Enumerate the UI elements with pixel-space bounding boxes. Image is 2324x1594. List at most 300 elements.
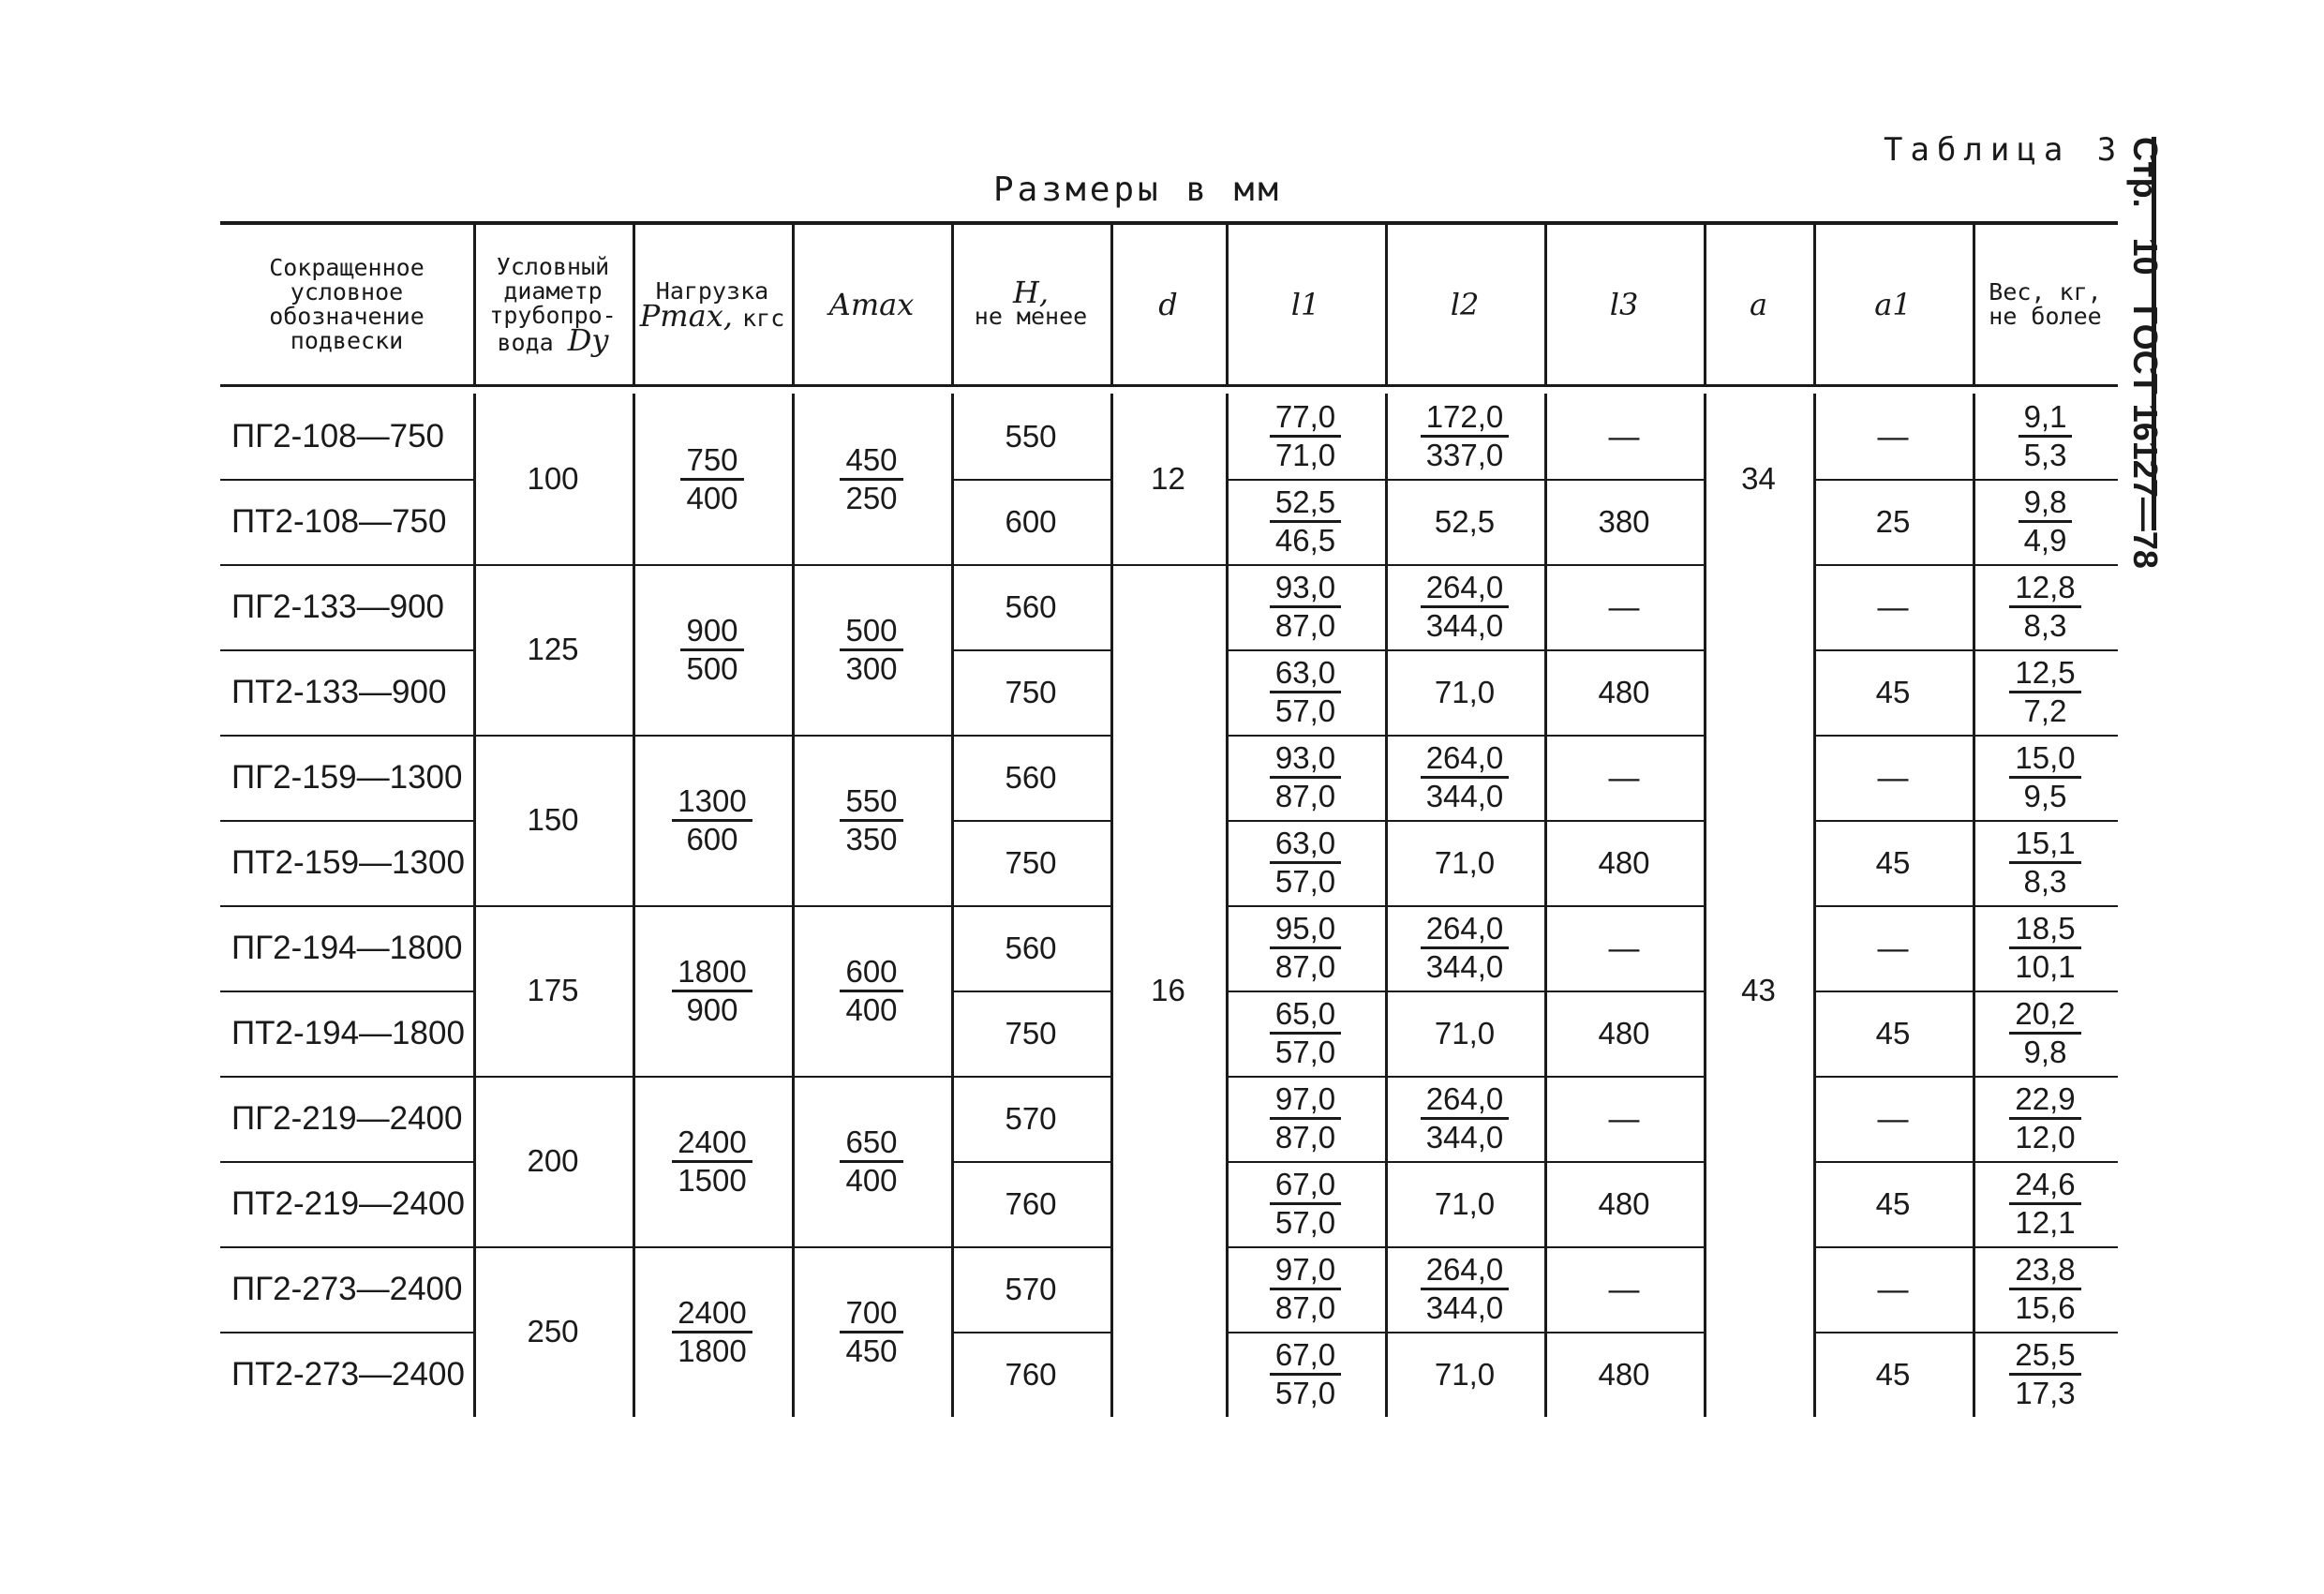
amax-fraction-denominator: 400 bbox=[845, 991, 898, 1027]
header-dn-text: Условный диаметр трубопро-вода bbox=[489, 252, 617, 356]
header-d bbox=[1110, 225, 1226, 384]
amax-fraction bbox=[840, 613, 902, 687]
nominal-diameter-cell bbox=[473, 394, 633, 564]
weight-fraction bbox=[2009, 1167, 2080, 1241]
l1-fraction-numerator: 93,0 bbox=[1270, 740, 1341, 779]
height-cell bbox=[951, 1246, 1110, 1332]
designation-cell bbox=[220, 564, 473, 649]
d-group-divider bbox=[1110, 564, 1226, 566]
weight-cell bbox=[1973, 394, 2118, 479]
body-column-divider bbox=[1813, 394, 1816, 1417]
load-cell bbox=[633, 1246, 792, 1417]
load-fraction bbox=[672, 954, 752, 1028]
l3-value: — bbox=[1608, 930, 1640, 965]
l2-fraction-numerator: 264,0 bbox=[1421, 911, 1510, 949]
l2-cell bbox=[1385, 905, 1544, 991]
amax-fraction bbox=[840, 1125, 902, 1199]
height-cell bbox=[951, 649, 1110, 735]
header-column-divider bbox=[1110, 225, 1113, 384]
l2-fraction-denominator: 344,0 bbox=[1425, 949, 1504, 984]
weight-fraction-numerator: 15,1 bbox=[2009, 826, 2080, 864]
l2-value: 71,0 bbox=[1434, 1015, 1496, 1050]
l3-cell bbox=[1544, 820, 1704, 905]
l1-fraction bbox=[1270, 1167, 1341, 1241]
designation-cell bbox=[220, 394, 473, 479]
a-value-rest: 43 bbox=[1741, 973, 1776, 1007]
l3-cell bbox=[1544, 564, 1704, 649]
page-label: Стр. bbox=[2126, 137, 2165, 208]
designation-text: ПТ2-133—900 bbox=[231, 673, 447, 710]
d-value-first: 12 bbox=[1151, 461, 1185, 496]
header-l2 bbox=[1385, 225, 1544, 384]
header-load-line bbox=[639, 297, 785, 334]
designation-cell bbox=[220, 991, 473, 1076]
l1-fraction bbox=[1270, 570, 1341, 644]
body-column-divider bbox=[951, 394, 954, 1417]
height-cell bbox=[951, 479, 1110, 564]
amax-fraction bbox=[840, 783, 902, 857]
l2-fraction-denominator: 337,0 bbox=[1425, 438, 1504, 472]
load-cell bbox=[633, 735, 792, 905]
amax-fraction-denominator: 450 bbox=[845, 1333, 898, 1368]
nominal-diameter-cell bbox=[473, 1076, 633, 1246]
l1-fraction-denominator: 71,0 bbox=[1274, 438, 1336, 472]
l1-fraction-denominator: 87,0 bbox=[1274, 1290, 1336, 1325]
l1-fraction-denominator: 87,0 bbox=[1274, 608, 1336, 643]
height-value: 560 bbox=[1005, 759, 1057, 795]
a1-cell bbox=[1813, 991, 1973, 1076]
height-cell bbox=[951, 1161, 1110, 1246]
height-value: 570 bbox=[1005, 1100, 1057, 1136]
l1-cell bbox=[1226, 479, 1385, 564]
header-designation bbox=[220, 225, 473, 384]
load-fraction-denominator: 1800 bbox=[678, 1333, 747, 1368]
load-cell bbox=[633, 1076, 792, 1246]
load-fraction-numerator: 2400 bbox=[672, 1125, 752, 1163]
weight-fraction-denominator: 5,3 bbox=[2023, 438, 2067, 472]
load-fraction bbox=[672, 1295, 752, 1369]
a-cell-rest bbox=[1704, 564, 1813, 1417]
a1-cell bbox=[1813, 1246, 1973, 1332]
l2-cell bbox=[1385, 1076, 1544, 1161]
amax-fraction-denominator: 350 bbox=[845, 821, 898, 857]
weight-fraction bbox=[2009, 1337, 2080, 1411]
page-number: 10 bbox=[2126, 237, 2165, 276]
designation-text: ПТ2-108—750 bbox=[231, 502, 447, 540]
weight-cell bbox=[1973, 1076, 2118, 1161]
amax-cell bbox=[792, 735, 951, 905]
weight-fraction bbox=[2019, 399, 2073, 473]
weight-fraction-denominator: 8,3 bbox=[2023, 864, 2067, 899]
l3-value: 380 bbox=[1598, 503, 1650, 539]
amax-fraction-numerator: 550 bbox=[840, 783, 902, 822]
weight-fraction-numerator: 9,8 bbox=[2019, 484, 2073, 523]
header-d-symbol: d bbox=[1158, 287, 1178, 322]
designation-text: ПГ2-159—1300 bbox=[231, 758, 463, 796]
designation-cell bbox=[220, 1332, 473, 1417]
body-column-divider bbox=[1226, 394, 1229, 1417]
header-l3-symbol: l3 bbox=[1609, 287, 1639, 322]
weight-fraction bbox=[2009, 911, 2080, 985]
height-value: 550 bbox=[1005, 418, 1057, 454]
a1-cell bbox=[1813, 479, 1973, 564]
l1-fraction-numerator: 63,0 bbox=[1270, 655, 1341, 693]
weight-fraction-numerator: 23,8 bbox=[2009, 1252, 2080, 1290]
load-fraction-denominator: 600 bbox=[686, 821, 738, 857]
nominal-diameter-value: 175 bbox=[527, 973, 579, 1007]
height-value: 750 bbox=[1005, 1015, 1057, 1050]
amax-cell bbox=[792, 394, 951, 564]
designation-text: ПТ2-273—2400 bbox=[231, 1355, 465, 1393]
load-fraction-denominator: 500 bbox=[686, 650, 738, 686]
height-cell bbox=[951, 1332, 1110, 1417]
weight-fraction-numerator: 12,8 bbox=[2009, 570, 2080, 608]
amax-fraction bbox=[840, 954, 902, 1028]
weight-cell bbox=[1973, 735, 2118, 820]
l3-cell bbox=[1544, 1076, 1704, 1161]
amax-cell bbox=[792, 1076, 951, 1246]
l1-fraction-numerator: 67,0 bbox=[1270, 1167, 1341, 1205]
header-a-symbol: a bbox=[1749, 287, 1768, 322]
header-load-unit: кгс bbox=[742, 304, 785, 332]
l1-fraction-denominator: 87,0 bbox=[1274, 1120, 1336, 1155]
a1-cell bbox=[1813, 649, 1973, 735]
l1-fraction-numerator: 95,0 bbox=[1270, 911, 1341, 949]
l3-cell bbox=[1544, 649, 1704, 735]
l2-value: 52,5 bbox=[1434, 503, 1496, 539]
body-column-divider bbox=[1385, 394, 1388, 1417]
a1-cell bbox=[1813, 820, 1973, 905]
l1-fraction bbox=[1270, 484, 1341, 559]
l3-cell bbox=[1544, 479, 1704, 564]
weight-cell bbox=[1973, 820, 2118, 905]
load-fraction-denominator: 400 bbox=[686, 480, 738, 515]
l3-value: 480 bbox=[1598, 1185, 1650, 1221]
amax-fraction bbox=[840, 442, 902, 516]
designation-text: ПТ2-159—1300 bbox=[231, 843, 465, 881]
l2-value: 71,0 bbox=[1434, 674, 1496, 709]
body-column-divider bbox=[1704, 394, 1706, 1417]
l2-cell bbox=[1385, 820, 1544, 905]
header-load-symbol: Pmax, bbox=[639, 297, 743, 334]
nominal-diameter-cell bbox=[473, 735, 633, 905]
l3-value: 480 bbox=[1598, 1015, 1650, 1050]
units-caption: Размеры в мм bbox=[993, 171, 1283, 209]
l1-fraction-denominator: 57,0 bbox=[1274, 864, 1336, 899]
nominal-diameter-value: 150 bbox=[527, 802, 579, 837]
d-cell-first bbox=[1110, 394, 1226, 564]
l1-cell bbox=[1226, 649, 1385, 735]
amax-fraction-denominator: 300 bbox=[845, 650, 898, 686]
l2-fraction-numerator: 172,0 bbox=[1421, 399, 1510, 438]
l1-cell bbox=[1226, 1161, 1385, 1246]
l3-value: — bbox=[1608, 1100, 1640, 1136]
header-h-wrap bbox=[974, 275, 1088, 330]
a-value-first: 34 bbox=[1741, 461, 1776, 496]
designation-cell bbox=[220, 820, 473, 905]
a1-value: 45 bbox=[1875, 844, 1911, 880]
a1-value: 25 bbox=[1875, 503, 1911, 539]
l2-cell bbox=[1385, 1332, 1544, 1417]
a1-value: 45 bbox=[1875, 674, 1911, 709]
l1-fraction-numerator: 97,0 bbox=[1270, 1081, 1341, 1120]
load-fraction bbox=[680, 613, 743, 687]
l1-cell bbox=[1226, 1246, 1385, 1332]
load-fraction-numerator: 1800 bbox=[672, 954, 752, 992]
nominal-diameter-value: 125 bbox=[527, 632, 579, 666]
l1-fraction-numerator: 97,0 bbox=[1270, 1252, 1341, 1290]
l1-fraction bbox=[1270, 996, 1341, 1070]
l3-value: — bbox=[1608, 588, 1640, 624]
height-value: 750 bbox=[1005, 674, 1057, 709]
weight-fraction-denominator: 9,8 bbox=[2023, 1035, 2067, 1069]
l1-cell bbox=[1226, 820, 1385, 905]
designation-cell bbox=[220, 1246, 473, 1332]
designation-text: ПТ2-194—1800 bbox=[231, 1014, 465, 1051]
l2-cell bbox=[1385, 649, 1544, 735]
header-load-text: Нагрузка bbox=[655, 276, 769, 305]
designation-text: ПГ2-133—900 bbox=[231, 588, 445, 625]
header-designation-text: Сокращенное условное обозначение подвески bbox=[269, 254, 425, 354]
l1-cell bbox=[1226, 1076, 1385, 1161]
l3-value: 480 bbox=[1598, 674, 1650, 709]
l2-fraction-numerator: 264,0 bbox=[1421, 1081, 1510, 1120]
header-load-wrap bbox=[639, 276, 785, 334]
header-a bbox=[1704, 225, 1813, 384]
header-column-divider bbox=[1813, 225, 1816, 384]
weight-cell bbox=[1973, 564, 2118, 649]
header-amax bbox=[792, 225, 951, 384]
l2-fraction-numerator: 264,0 bbox=[1421, 740, 1510, 779]
header-l3 bbox=[1544, 225, 1704, 384]
height-value: 750 bbox=[1005, 844, 1057, 880]
running-header bbox=[2126, 137, 2202, 569]
amax-fraction-denominator: 250 bbox=[845, 480, 898, 515]
l1-fraction bbox=[1270, 1252, 1341, 1326]
designation-text: ПГ2-194—1800 bbox=[231, 929, 463, 966]
l2-fraction bbox=[1421, 570, 1510, 644]
weight-fraction bbox=[2019, 484, 2073, 559]
weight-fraction-denominator: 15,6 bbox=[2015, 1290, 2076, 1325]
l1-fraction-denominator: 87,0 bbox=[1274, 779, 1336, 813]
header-column-divider bbox=[1385, 225, 1388, 384]
d-value-rest: 16 bbox=[1151, 973, 1185, 1007]
l1-fraction-numerator: 77,0 bbox=[1270, 399, 1341, 438]
a1-value: 45 bbox=[1875, 1356, 1911, 1392]
weight-fraction bbox=[2009, 996, 2080, 1070]
nominal-diameter-cell bbox=[473, 1246, 633, 1417]
l2-value: 71,0 bbox=[1434, 1185, 1496, 1221]
a1-cell bbox=[1813, 905, 1973, 991]
load-fraction-denominator: 1500 bbox=[678, 1162, 747, 1198]
l2-cell bbox=[1385, 1161, 1544, 1246]
l1-fraction-numerator: 67,0 bbox=[1270, 1337, 1341, 1376]
load-fraction-numerator: 900 bbox=[680, 613, 743, 651]
weight-cell bbox=[1973, 1161, 2118, 1246]
load-cell bbox=[633, 905, 792, 1076]
l2-fraction-denominator: 344,0 bbox=[1425, 779, 1504, 813]
l3-cell bbox=[1544, 735, 1704, 820]
weight-fraction bbox=[2009, 740, 2080, 814]
header-column-divider bbox=[473, 225, 476, 384]
height-cell bbox=[951, 1076, 1110, 1161]
header-dn-wrap bbox=[473, 252, 633, 358]
header-nominal-diameter bbox=[473, 225, 633, 384]
load-cell bbox=[633, 394, 792, 564]
l2-fraction bbox=[1421, 1081, 1510, 1155]
weight-fraction-numerator: 20,2 bbox=[2009, 996, 2080, 1035]
weight-fraction-numerator: 25,5 bbox=[2009, 1337, 2080, 1376]
a1-value: 45 bbox=[1875, 1185, 1911, 1221]
l1-fraction bbox=[1270, 1081, 1341, 1155]
l3-value: — bbox=[1608, 759, 1640, 795]
amax-fraction bbox=[840, 1295, 902, 1369]
l1-cell bbox=[1226, 394, 1385, 479]
height-cell bbox=[951, 394, 1110, 479]
weight-fraction bbox=[2009, 570, 2080, 644]
header-column-divider bbox=[1704, 225, 1706, 384]
height-cell bbox=[951, 564, 1110, 649]
l3-cell bbox=[1544, 991, 1704, 1076]
l1-fraction-denominator: 57,0 bbox=[1274, 1376, 1336, 1410]
load-fraction-numerator: 750 bbox=[680, 442, 743, 481]
l3-value: 480 bbox=[1598, 1356, 1650, 1392]
height-value: 760 bbox=[1005, 1356, 1057, 1392]
weight-fraction bbox=[2009, 826, 2080, 900]
nominal-diameter-cell bbox=[473, 905, 633, 1076]
designation-cell bbox=[220, 1076, 473, 1161]
designation-text: ПТ2-219—2400 bbox=[231, 1184, 465, 1222]
height-value: 570 bbox=[1005, 1271, 1057, 1306]
amax-fraction-denominator: 400 bbox=[845, 1162, 898, 1198]
l1-cell bbox=[1226, 735, 1385, 820]
load-fraction-numerator: 2400 bbox=[672, 1295, 752, 1333]
height-value: 560 bbox=[1005, 930, 1057, 965]
a1-value: — bbox=[1877, 1100, 1909, 1136]
header-column-divider bbox=[792, 225, 795, 384]
weight-cell bbox=[1973, 905, 2118, 991]
weight-fraction-denominator: 4,9 bbox=[2023, 523, 2067, 558]
weight-fraction-denominator: 17,3 bbox=[2015, 1376, 2076, 1410]
amax-fraction-numerator: 500 bbox=[840, 613, 902, 651]
header-amax-symbol: Amax bbox=[828, 287, 915, 322]
header-column-divider bbox=[633, 225, 635, 384]
weight-cell bbox=[1973, 479, 2118, 564]
header-weight-text: Вес, кг, не более bbox=[1989, 278, 2102, 330]
weight-fraction-denominator: 7,2 bbox=[2023, 693, 2067, 728]
body-column-divider bbox=[1110, 394, 1113, 1417]
l2-cell bbox=[1385, 564, 1544, 649]
l1-fraction-denominator: 46,5 bbox=[1274, 523, 1336, 558]
l2-fraction-denominator: 344,0 bbox=[1425, 608, 1504, 643]
header-height bbox=[951, 225, 1110, 384]
l2-cell bbox=[1385, 1246, 1544, 1332]
l3-value: — bbox=[1608, 418, 1640, 454]
l2-cell bbox=[1385, 991, 1544, 1076]
l3-cell bbox=[1544, 1246, 1704, 1332]
a1-value: — bbox=[1877, 930, 1909, 965]
load-fraction bbox=[672, 1125, 752, 1199]
amax-fraction-numerator: 600 bbox=[840, 954, 902, 992]
body-column-divider bbox=[633, 394, 635, 1417]
height-value: 760 bbox=[1005, 1185, 1057, 1221]
weight-fraction-numerator: 22,9 bbox=[2009, 1081, 2080, 1120]
weight-fraction bbox=[2009, 1081, 2080, 1155]
l1-fraction-denominator: 57,0 bbox=[1274, 1035, 1336, 1069]
a1-value: — bbox=[1877, 1271, 1909, 1306]
designation-cell bbox=[220, 1161, 473, 1246]
a1-cell bbox=[1813, 564, 1973, 649]
weight-fraction bbox=[2009, 1252, 2080, 1326]
l2-fraction bbox=[1421, 911, 1510, 985]
load-fraction-denominator: 900 bbox=[686, 991, 738, 1027]
l2-fraction-numerator: 264,0 bbox=[1421, 570, 1510, 608]
l1-cell bbox=[1226, 1332, 1385, 1417]
designation-text: ПГ2-108—750 bbox=[231, 417, 445, 454]
body-column-divider bbox=[1544, 394, 1547, 1417]
load-fraction bbox=[680, 442, 743, 516]
a1-value: 45 bbox=[1875, 1015, 1911, 1050]
weight-fraction-numerator: 24,6 bbox=[2009, 1167, 2080, 1205]
nominal-diameter-cell bbox=[473, 564, 633, 735]
table-label: Таблица 3 bbox=[1884, 131, 2124, 169]
weight-cell bbox=[1973, 991, 2118, 1076]
l3-cell bbox=[1544, 394, 1704, 479]
standard-number: ГОСТ 16127—78 bbox=[2126, 305, 2165, 569]
l1-fraction-numerator: 65,0 bbox=[1270, 996, 1341, 1035]
header-column-divider bbox=[1544, 225, 1547, 384]
l3-cell bbox=[1544, 905, 1704, 991]
header-column-divider bbox=[1226, 225, 1229, 384]
l3-cell bbox=[1544, 1161, 1704, 1246]
l3-value: 480 bbox=[1598, 844, 1650, 880]
height-cell bbox=[951, 820, 1110, 905]
header-l1 bbox=[1226, 225, 1385, 384]
height-cell bbox=[951, 735, 1110, 820]
weight-fraction-denominator: 12,0 bbox=[2015, 1120, 2076, 1155]
header-h-text: не менее bbox=[974, 303, 1088, 330]
header-a1-symbol: a1 bbox=[1874, 287, 1912, 322]
l1-cell bbox=[1226, 564, 1385, 649]
amax-cell bbox=[792, 905, 951, 1076]
designation-cell bbox=[220, 735, 473, 820]
l2-fraction-numerator: 264,0 bbox=[1421, 1252, 1510, 1290]
header-bottom-rule bbox=[220, 384, 2118, 387]
body-column-divider bbox=[792, 394, 795, 1417]
l3-value: — bbox=[1608, 1271, 1640, 1306]
load-fraction bbox=[672, 783, 752, 857]
header-column-divider bbox=[1973, 225, 1975, 384]
weight-cell bbox=[1973, 1246, 2118, 1332]
table-top-rule bbox=[220, 221, 2118, 225]
load-fraction-numerator: 1300 bbox=[672, 783, 752, 822]
a1-cell bbox=[1813, 1332, 1973, 1417]
height-cell bbox=[951, 991, 1110, 1076]
l1-fraction-numerator: 63,0 bbox=[1270, 826, 1341, 864]
a1-cell bbox=[1813, 394, 1973, 479]
d-cell-rest bbox=[1110, 564, 1226, 1417]
load-cell bbox=[633, 564, 792, 735]
l1-fraction bbox=[1270, 911, 1341, 985]
a1-cell bbox=[1813, 1161, 1973, 1246]
designation-text: ПГ2-273—2400 bbox=[231, 1270, 463, 1307]
amax-fraction-numerator: 650 bbox=[840, 1125, 902, 1163]
l1-fraction-numerator: 93,0 bbox=[1270, 570, 1341, 608]
header-h-symbol: H, bbox=[1012, 275, 1050, 310]
amax-cell bbox=[792, 564, 951, 735]
l2-cell bbox=[1385, 479, 1544, 564]
weight-fraction bbox=[2009, 655, 2080, 729]
